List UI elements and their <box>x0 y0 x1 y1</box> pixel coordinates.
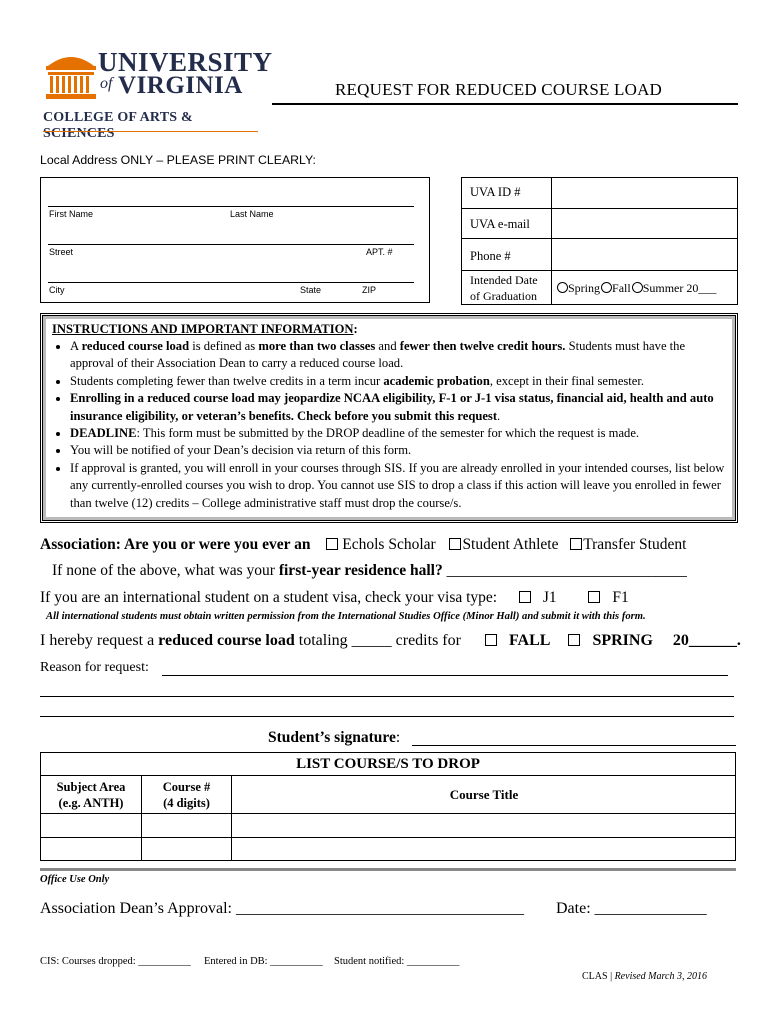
request-row: I hereby request a reduced course load totaling _____ credits for FALL SPRING 20______. <box>40 632 741 649</box>
first-name-label: First Name <box>49 209 94 219</box>
spring-label: SPRING <box>592 632 653 649</box>
list-item: • You will be notified of your Dean’s decision via return of this form. <box>70 442 728 459</box>
uva-logo <box>40 44 273 141</box>
student-notified[interactable]: Student notified: __________ <box>334 956 460 967</box>
signature-line[interactable] <box>412 745 736 746</box>
address-heading: Local Address ONLY – PLEASE PRINT CLEARLY: <box>40 153 316 167</box>
grad-options <box>557 281 716 296</box>
page-title: REQUEST FOR REDUCED COURSE LOAD <box>335 80 663 99</box>
course-cell[interactable] <box>142 814 230 836</box>
fall-checkbox[interactable] <box>485 634 497 646</box>
footer-revision: CLAS | Revised March 3, 2016 <box>582 971 707 982</box>
fall-label: FALL <box>508 632 551 649</box>
title-underline <box>272 103 738 105</box>
instructions-heading: INSTRUCTIONS AND IMPORTANT INFORMATION: <box>52 322 358 336</box>
spring-label: Spring <box>568 281 601 295</box>
spring-radio[interactable] <box>557 282 568 293</box>
course-cell[interactable] <box>142 838 230 860</box>
zip-label: ZIP <box>362 285 377 295</box>
dean-approval[interactable]: Association Dean’s Approval: ____________________________________ <box>40 900 524 917</box>
list-item: • DEADLINE: This form must be submitted by the DROP deadline of the semester for which the request is made. <box>70 425 728 442</box>
fall-label: Fall <box>612 281 631 295</box>
name-line[interactable] <box>48 206 414 207</box>
visa-question: If you are an international student on a student visa, check your visa type: <box>40 589 498 606</box>
col-course-header: Course # (4 digits) <box>162 780 211 810</box>
j1-label: J1 <box>542 589 557 606</box>
course-cell[interactable] <box>232 814 735 836</box>
office-divider <box>40 868 736 871</box>
f1-label: F1 <box>612 589 629 606</box>
course-cell[interactable] <box>232 838 735 860</box>
list-item: • A reduced course load is defined as more than two classes and fewer then twelve credit hours. Students must have the approval of their Association Dean to carry a reduced course load. <box>70 338 728 373</box>
logo-college: COLLEGE OF ARTS & SCIENCES <box>43 110 193 141</box>
city-line[interactable] <box>48 282 414 283</box>
echols-label: Echols Scholar <box>342 536 436 553</box>
uva-id-field[interactable] <box>553 179 736 207</box>
athlete-checkbox[interactable] <box>449 538 461 550</box>
city-label: City <box>49 285 65 295</box>
visa-row <box>40 589 629 607</box>
grad-label-2: of Graduation <box>470 289 537 303</box>
entered-db[interactable]: Entered in DB: __________ <box>204 956 323 967</box>
rotunda-icon <box>44 48 98 100</box>
apt-label: APT. # <box>366 247 393 257</box>
list-item: • Enrolling in a reduced course load may jeopardize NCAA eligibility, F-1 or J-1 visa status, financial aid, health and auto insurance eligibility, or veteran’s benefits. Check before you submit this request. <box>70 390 728 425</box>
transfer-label: Transfer Student <box>583 536 687 553</box>
association-row <box>40 536 686 554</box>
year-blank[interactable]: 20______. <box>672 632 741 649</box>
reason-line-2[interactable] <box>40 696 734 697</box>
logo-virginia: VIRGINIA <box>118 72 243 99</box>
uva-id-label: UVA ID # <box>470 185 521 199</box>
date-field[interactable]: Date: ______________ <box>556 900 707 917</box>
course-cell[interactable] <box>41 838 140 860</box>
transfer-checkbox[interactable] <box>570 538 582 550</box>
state-label: State <box>300 285 322 295</box>
echols-checkbox[interactable] <box>326 538 338 550</box>
visa-note: All international students must obtain written permission from the International Studies Office (Minor Hall) and submit it with this form. <box>46 611 646 622</box>
course-cell[interactable] <box>41 814 140 836</box>
street-line[interactable] <box>48 244 414 245</box>
logo-university: UNIVERSITY <box>98 47 273 77</box>
f1-checkbox[interactable] <box>588 591 600 603</box>
reason-line-1[interactable] <box>162 675 728 676</box>
cis-dropped[interactable]: CIS: Courses dropped: __________ <box>40 956 191 967</box>
signature-label: Student’s signature: <box>268 729 401 746</box>
reason-label: Reason for request: <box>40 660 149 675</box>
summer-radio[interactable] <box>632 282 643 293</box>
spring-checkbox[interactable] <box>568 634 580 646</box>
phone-field[interactable] <box>553 240 736 269</box>
instructions-content <box>48 322 728 512</box>
street-label: Street <box>49 247 74 257</box>
j1-checkbox[interactable] <box>519 591 531 603</box>
summer-label: Summer 20___ <box>642 281 717 295</box>
email-field[interactable] <box>553 210 736 237</box>
courses-heading: LIST COURSE/S TO DROP <box>296 756 480 772</box>
athlete-label: Student Athlete <box>462 536 559 553</box>
grad-label-1: Intended Date <box>470 273 538 287</box>
logo-of: of <box>100 75 113 92</box>
residence-row: If none of the above, what was your first-year residence hall? _______________________________ <box>52 562 687 579</box>
reason-line-3[interactable] <box>40 716 734 717</box>
association-question: Association: Are you or were you ever an <box>40 536 311 553</box>
last-name-label: Last Name <box>230 209 274 219</box>
col-subject-header: Subject Area (e.g. ANTH) <box>56 780 126 810</box>
phone-label: Phone # <box>470 249 511 263</box>
list-item: • Students completing fewer than twelve credits in a term incur academic probation, except in their final semester. <box>70 373 728 390</box>
email-label: UVA e-mail <box>470 217 530 231</box>
instructions-list <box>48 338 728 512</box>
fall-radio[interactable] <box>601 282 612 293</box>
id-table-divider <box>551 177 552 305</box>
office-use-label: Office Use Only <box>40 874 110 885</box>
residence-blank[interactable]: _______________________________ <box>446 562 687 579</box>
col-title-header: Course Title <box>449 787 519 802</box>
logo-rule <box>43 131 258 132</box>
list-item: • If approval is granted, you will enroll in your courses through SIS. If you are already enrolled in your intended courses, list below any currently-enrolled courses you wish to drop. You cannot use SIS to drop a class if this action will leave you enrolled in fewer than twelve (12) credits – College administrative staff must drop the course/s. <box>70 460 728 512</box>
